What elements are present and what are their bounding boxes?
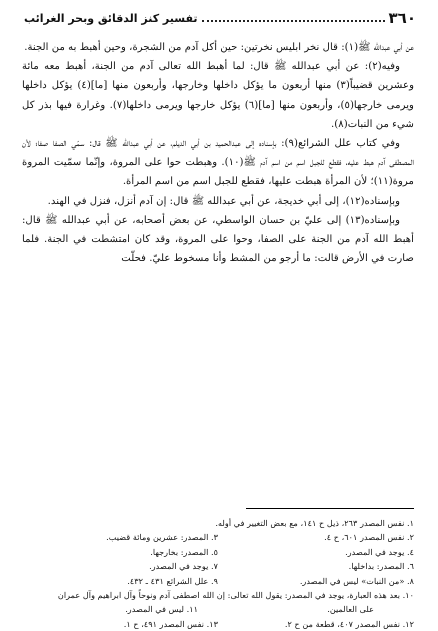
footnote-9: ٩. علل الشرائع ٤٣١ ـ ٤٣٢. [127,575,218,586]
footnote-row [22,559,414,573]
footnote-row [22,545,414,559]
paragraph-4: وبإسناده(١٢)، إلى أبي خديجة، عن أبي عبدالله ﷺ قال: إن آدم أنزل، فنزل في الهند. [47,195,400,207]
footnote-12: ١٢. نفس المصدر ٤٠٧، قطعة من ح ٢. [284,618,414,629]
header-leader-dots [202,20,385,22]
footnote-11: ١١. ليس في المصدر. [125,604,198,615]
footnote-3: ٣. المصدر: عشرين ومائة قضيب. [106,532,218,543]
footnote-7: ٧. يوجد في المصدر. [149,561,218,572]
footnote-6: ٦. المصدر: بداخلها. [348,561,414,572]
footnote-row [22,602,414,616]
footnote-10: ١٠. بعد هذه العبارة، يوجد في المصدر: يقول الله تعالى: إن الله اصطفى آدم ونوحاً وآل ابراهيم وآل عمران [57,590,414,601]
footnote-row [22,617,414,631]
book-title: تفسير كنز الدقائق وبحر الغرائب [24,11,198,25]
footnote-row [22,574,414,588]
body-text [22,38,414,268]
paragraph-5: وبإسناده(١٣) إلى عليّ بن حسان الواسطي، عن بعض أصحابه، عن أبي عبدالله ﷺ قال: أهبط الله آدم من الجنة على الصفا، وحوا على المروة، وقد كان امتشطت في الجنة. فلما صارت في الأرض قالت: ما أرجو من المشط وأنا مسخوط عليّ. فحلّت [22,214,414,265]
footnote-1: ١. نفس المصدر ٢٦٣، ذيل ح ١٤١، مع بعض التغيير في أوله. [215,518,414,528]
footnote-row [22,530,414,544]
paragraph-2: وفيه(٢): عن أبي عبدالله ﷺ قال: لما أهبط الله تعالى آدم من الجنة، أهبط معه مائة وعشرين قضيباً(٣) منها أربعون ما يؤكل داخلها وخارجها، وأربعون منها [ما](٤) يؤكل داخلها ويرمى خارجها(٥)، وأربعون منها [ما](٦) يؤكل خارجها ويرمى داخلها(٧). وغرارة فيها بذر كل شيء من النبات(٨). [22,61,414,130]
footnote-13: ١٣. نفس المصدر ٤٩١، ح ١. [123,618,218,629]
footnote-separator [246,508,414,509]
footnote-8: ٨. «من النبات» ليس في المصدر. [299,575,414,586]
footnotes [22,516,414,631]
paragraph-3: وفي كتاب علل الشرائع(٩): بإسناده إلى عبدالحميد بن أبي الديلم، عن أبي عبدالله ﷺ قال: سمّي الصفا صفا؛ لأن المصطفى آدم هبط عليه، فقطع للجبل اسم من اسم آدم ﷺ(١٠). وهبطت حوا على المروة، وإنّما سمّيت المروة مروة(١١)؛ لأن المرأة هبطت عليها، فقطع للجبل اسم من اسم المرأة. [22,138,414,188]
footnote-10-continuation: على العالمين. [327,604,374,615]
running-header [24,8,416,28]
footnote-2: ٢. نفس المصدر ٦٠١، ح ٤. [324,532,414,543]
page-number: ٣٦٠ [388,9,416,27]
footnote-4: ٤. يوجد في المصدر. [345,546,414,557]
paragraph-1: عن أبي عبدالله ﷺ(١): قال نخر ابليس نخرتين: حين أكل آدم من الشجرة، وحين أهبط به من الجنة. [24,42,414,53]
footnote-5: ٥. المصدر: بخارجها. [150,546,218,557]
